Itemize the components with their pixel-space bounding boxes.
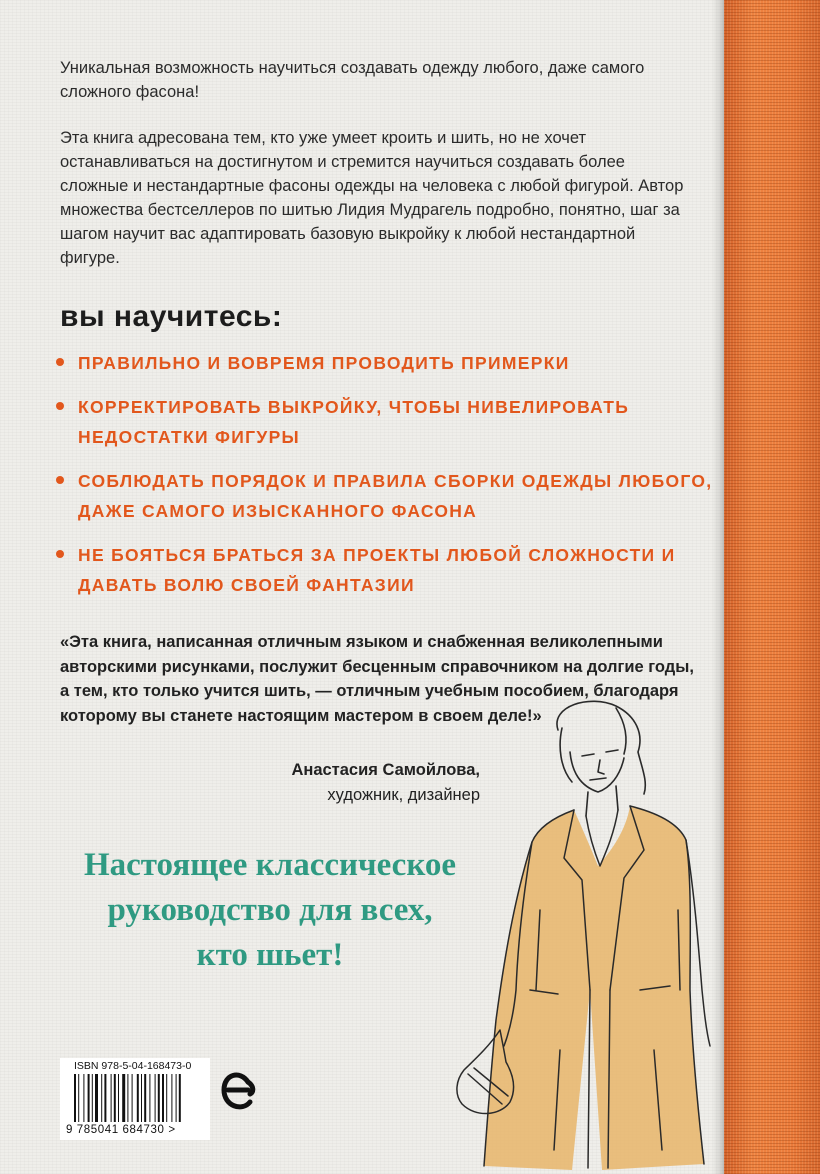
barcode-bar [114,1074,116,1122]
author-name: Анастасия Самойлова, [291,761,480,779]
barcode-bar [122,1074,125,1122]
skill-item [54,392,714,452]
bullet-dot-icon [56,550,64,558]
isbn-text: ISBN 978-5-04-168473-0 [74,1060,192,1072]
intro-paragraph-1: Уникальная возможность научиться создавать одежду любого, даже самого сложного фасона! [60,59,645,101]
barcode-bar [141,1074,142,1122]
skill-item [54,466,714,526]
intro-paragraph-2: Эта книга адресована тем, кто уже умеет кроить и шить, но не хочет останавливаться на достигнутом и стремится научиться создавать более сложные и нестандартные фасоны одежды на человека с любой фигурой. Автор множества бестселлеров по шитью Лидия Мудрагель подробно, понятно, шаг за шагом научит вас адаптировать базовую выкройку к любой нестандартной фигуре. [60,129,684,267]
barcode-bar [155,1074,156,1122]
barcode-bar [95,1074,98,1122]
barcode-bar [137,1074,139,1122]
barcode-bar [127,1074,128,1122]
tagline [60,843,480,978]
barcode-bar [104,1074,106,1122]
barcode-bar [179,1074,181,1122]
tagline-line-3: кто шьет! [196,937,344,973]
author-role: художник, дизайнер [327,785,480,804]
barcode-number: 9 785041 684730 > [66,1124,176,1136]
barcode-bar [158,1074,160,1122]
barcode [60,1058,210,1140]
skill-text: КОРРЕКТИРОВАТЬ ВЫКРОЙКУ, ЧТОБЫ НИВЕЛИРОВАТЬ НЕДОСТАТКИ ФИГУРЫ [78,397,630,447]
barcode-bars [74,1074,198,1122]
bullet-dot-icon [56,358,64,366]
barcode-bar [101,1074,102,1122]
bullet-dot-icon [56,402,64,410]
coat-sketch-illustration [440,690,720,1174]
skill-text: СОБЛЮДАТЬ ПОРЯДОК И ПРАВИЛА СБОРКИ ОДЕЖДЫ ЛЮБОГО, ДАЖЕ САМОГО ИЗЫСКАННОГО ФАСОНА [78,471,713,521]
bullet-dot-icon [56,476,64,484]
barcode-bar [171,1074,172,1122]
review-quote: «Эта книга, написанная отличным языком и снабженная великолепными авторскими рисунками, послужит бесценным справочником на долгие годы, а тем, кто только учится шить, — отличным учебным пособием, благодаря которому вы станете настоящим мастером в своем деле!» [60,633,694,725]
barcode-bar [88,1074,90,1122]
publisher-logo-icon [218,1062,258,1124]
barcode-bar [118,1074,119,1122]
barcode-bar [162,1074,164,1122]
skill-text: НЕ БОЯТЬСЯ БРАТЬСЯ ЗА ПРОЕКТЫ ЛЮБОЙ СЛОЖНОСТИ И ДАВАТЬ ВОЛЮ СВОЕЙ ФАНТАЗИИ [78,545,676,595]
learn-heading: вы научитесь: [60,300,283,333]
barcode-bar [132,1074,133,1122]
barcode-bar [149,1074,150,1122]
barcode-bar [74,1074,76,1122]
skill-text: ПРАВИЛЬНО И ВОВРЕМЯ ПРОВОДИТЬ ПРИМЕРКИ [78,353,570,373]
tagline-line-1: Настоящее классическое [83,847,457,883]
barcode-bar [166,1074,167,1122]
skill-item [54,348,714,378]
barcode-bar [78,1074,79,1122]
barcode-bar [111,1074,112,1122]
barcode-bar [144,1074,146,1122]
skills-list [54,348,714,600]
barcode-bar [83,1074,84,1122]
tagline-line-2: руководство для всех, [107,892,433,928]
book-spine [724,0,820,1174]
barcode-bar [92,1074,93,1122]
barcode-bar [176,1074,177,1122]
skill-item [54,540,714,600]
